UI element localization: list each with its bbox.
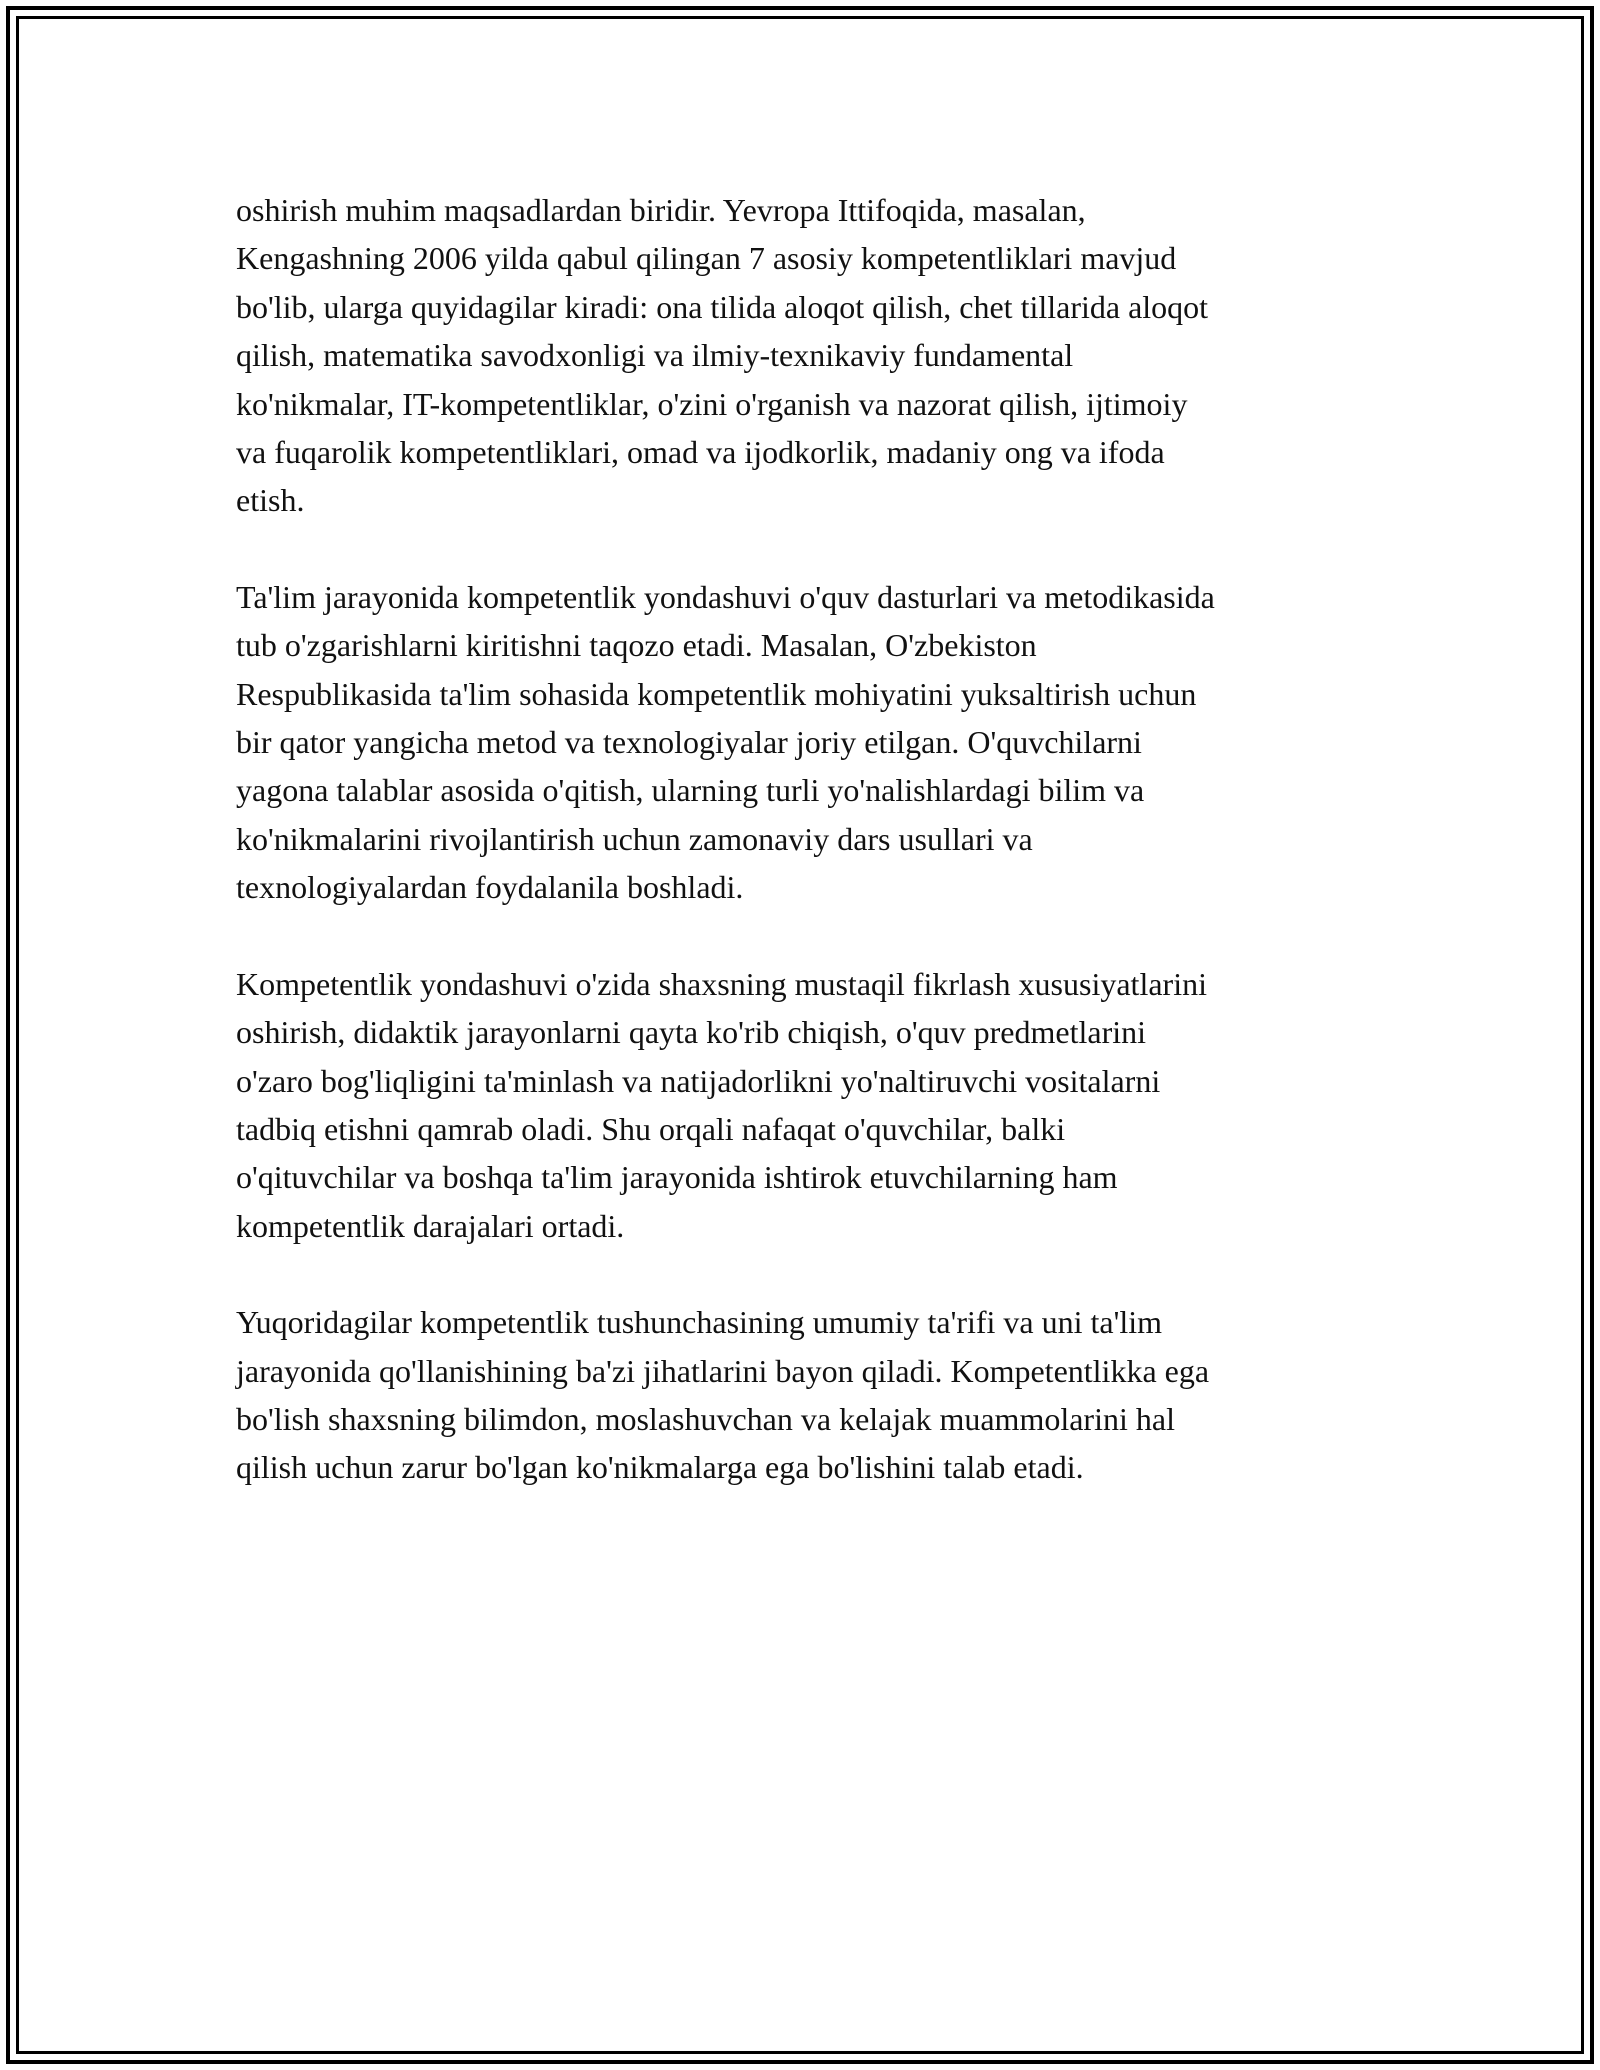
text-line: tub o'zgarishlarni kiritishni taqozo etadi. Masalan, O'zbekiston <box>236 627 1037 664</box>
text-line: o'zaro bog'liqligini ta'minlash va natijadorlikni yo'naltiruvchi vositalarni <box>236 1062 1161 1099</box>
text-line: Kompetentlik yondashuvi o'zida shaxsning mustaqil fikrlash xususiyatlarini <box>236 965 1207 1002</box>
text-line: qilish uchun zarur bo'lgan ko'nikmalarga ega bo'lishini talab etadi. <box>236 1449 1084 1486</box>
text-line: bo'lish shaxsning bilimdon, moslashuvchan va kelajak muammolarini hal <box>236 1400 1175 1437</box>
text-line: jarayonida qo'llanishining ba'zi jihatlarini bayon qiladi. Kompetentlikka ega <box>236 1352 1210 1389</box>
text-line: qilish, matematika savodxonligi va ilmiy-texnikaviy fundamental <box>236 337 1074 374</box>
document-body <box>236 186 1376 1540</box>
text-line: etish. <box>236 482 305 519</box>
text-line: Yuqoridagilar kompetentlik tushunchasining umumiy ta'rifi va uni ta'lim <box>236 1304 1163 1341</box>
text-line: Respublikasida ta'lim sohasida kompetentlik mohiyatini yuksaltirish uchun <box>236 675 1197 712</box>
text-line: yagona talablar asosida o'qitish, ularning turli yo'nalishlardagi bilim va <box>236 772 1145 809</box>
paragraph-2 <box>236 573 1376 912</box>
text-line: ko'nikmalar, IT-kompetentliklar, o'zini o'rganish va nazorat qilish, ijtimoiy <box>236 385 1188 422</box>
paragraph-3 <box>236 960 1376 1250</box>
text-line: oshirish, didaktik jarayonlarni qayta ko'rib chiqish, o'quv predmetlarini <box>236 1014 1146 1051</box>
paragraph-1 <box>236 186 1376 525</box>
text-line: tadbiq etishni qamrab oladi. Shu orqali nafaqat o'quvchilar, balki <box>236 1110 1066 1147</box>
paragraph-4 <box>236 1298 1376 1492</box>
text-line: va fuqarolik kompetentliklari, omad va ijodkorlik, madaniy ong va ifoda <box>236 434 1165 471</box>
text-line: Ta'lim jarayonida kompetentlik yondashuvi o'quv dasturlari va metodikasida <box>236 578 1215 615</box>
text-line: Kengashning 2006 yilda qabul qilingan 7 asosiy kompetentliklari mavjud <box>236 240 1177 277</box>
text-line: o'qituvchilar va boshqa ta'lim jarayonida ishtirok etuvchilarning ham <box>236 1159 1118 1196</box>
text-line: bir qator yangicha metod va texnologiyalar joriy etilgan. O'quvchilarni <box>236 724 1142 761</box>
text-line: kompetentlik darajalari ortadi. <box>236 1207 625 1244</box>
text-line: bo'lib, ularga quyidagilar kiradi: ona tilida aloqot qilish, chet tillarida aloqot <box>236 288 1209 325</box>
text-line: texnologiyalardan foydalanila boshladi. <box>236 869 744 906</box>
text-line: oshirish muhim maqsadlardan biridir. Yevropa Ittifoqida, masalan, <box>236 192 1086 228</box>
text-line: ko'nikmalarini rivojlantirish uchun zamonaviy dars usullari va <box>236 820 1033 857</box>
